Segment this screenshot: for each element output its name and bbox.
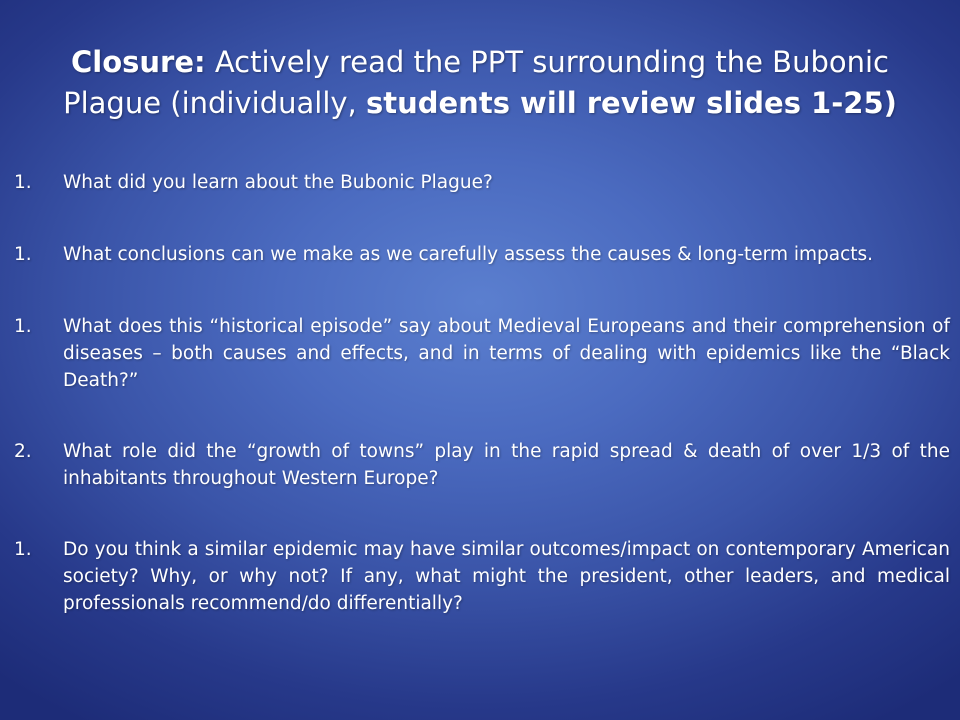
title-bold-prefix: Closure: xyxy=(70,45,206,79)
question-item xyxy=(14,241,950,268)
question-item xyxy=(14,536,950,617)
question-item xyxy=(14,438,950,492)
question-number: 1. xyxy=(14,244,32,265)
question-text: What did you learn about the Bubonic Plague? xyxy=(63,172,493,193)
question-number: 1. xyxy=(14,539,32,560)
question-item xyxy=(14,169,950,196)
question-text: What does this “historical episode” say about Medieval Europeans and their comprehension of diseases – both causes and effects, and in terms of dealing with epidemics like the “Black Death?” xyxy=(63,316,950,391)
question-number: 1. xyxy=(14,172,32,193)
title-bold-suffix: students will review slides 1-25) xyxy=(365,86,897,120)
question-number: 2. xyxy=(14,441,32,462)
slide-title xyxy=(30,42,930,124)
title-text: Actively read the PPT surrounding the Bubonic Plague (individually, xyxy=(63,45,889,120)
question-text: Do you think a similar epidemic may have similar outcomes/impact on contemporary American society? Why, or why not? If any, what might the president, other leaders, and medical professionals recommend/do differentially? xyxy=(63,539,950,614)
question-text: What role did the “growth of towns” play in the rapid spread & death of over 1/3 of the inhabitants throughout Western Europe? xyxy=(63,441,950,489)
question-text: What conclusions can we make as we carefully assess the causes & long-term impacts. xyxy=(63,244,874,265)
question-list xyxy=(14,169,950,617)
question-number: 1. xyxy=(14,316,32,337)
question-item xyxy=(14,313,950,394)
